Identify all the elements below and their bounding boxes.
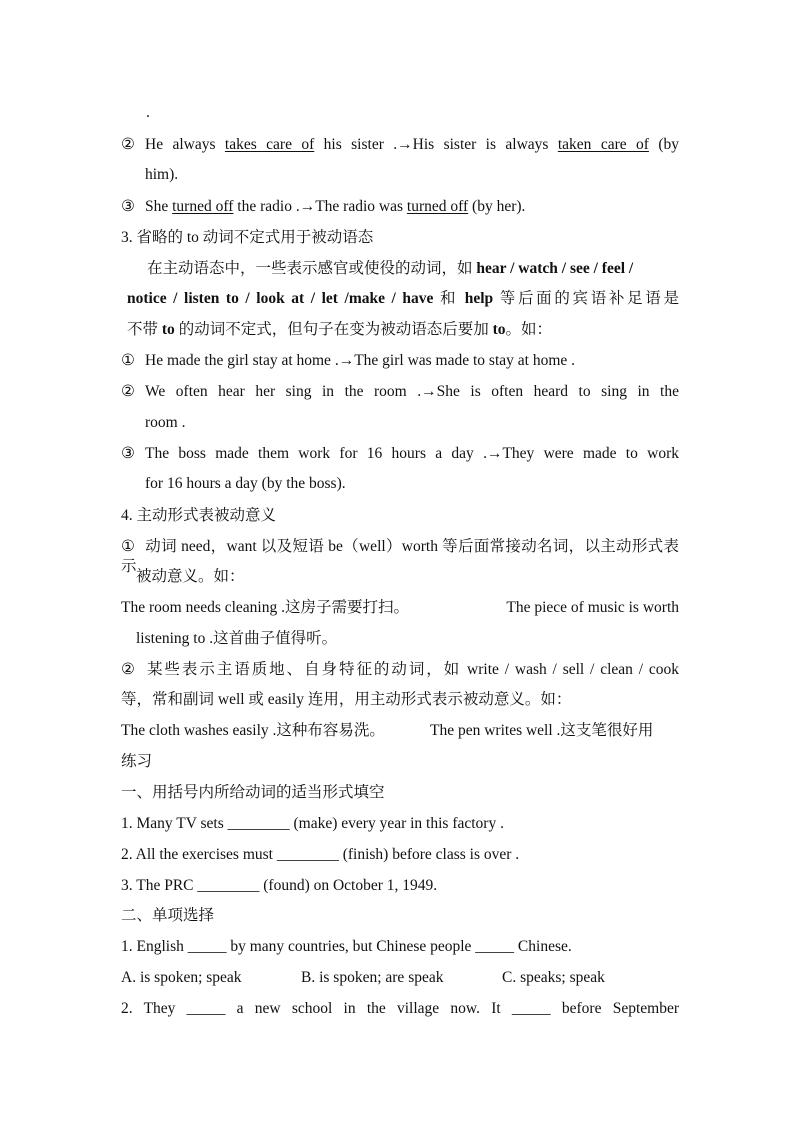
section-3-example-3-continuation: for 16 hours a day (by the boss). (145, 475, 346, 492)
practice-part-2-heading: 二、单项选择 (121, 907, 215, 924)
choice-option-b: B. is spoken; are speak (301, 969, 444, 986)
section-4-item-1-line-1: ① 动词 need，want 以及短语 be（well）worth 等后面常接动名词，以主动形式表示 (121, 538, 679, 575)
section-4-heading: 4. 主动形式表被动意义 (121, 507, 277, 524)
example-3-line: ③ She turned off the radio .→The radio was turned off (by her). (121, 198, 526, 215)
arrow-icon: → (421, 383, 437, 400)
section-3-example-2-continuation: room . (145, 414, 186, 431)
circled-2-marker: ② (121, 383, 135, 400)
section-4-example-2a: The cloth washes easily .这种布容易洗。 (121, 722, 385, 739)
section-3-example-3: ③ The boss made them work for 16 hours a day .→They were made to work (121, 445, 679, 462)
underlined-phrase: turned off (172, 198, 234, 215)
circled-1-marker: ① (121, 538, 135, 555)
choice-option-a: A. is spoken; speak (121, 969, 242, 986)
circled-1-marker: ① (121, 352, 135, 369)
arrow-icon: → (299, 198, 316, 215)
section-4-item-1-line-2: 被动意义。如： (136, 568, 245, 585)
arrow-icon: → (397, 136, 413, 153)
underlined-phrase: taken care of (557, 136, 649, 153)
arrow-icon: → (338, 352, 355, 369)
choice-question-1: 1. English _____ by many countries, but Chinese people _____ Chinese. (121, 938, 572, 955)
circled-3-marker: ③ (121, 198, 135, 215)
section-4-example-1c: listening to .这首曲子值得听。 (136, 630, 338, 647)
section-4-example-2b: The pen writes well .这支笔很好用 (430, 722, 654, 739)
section-3-paragraph-line-1: 在主动语态中，一些表示感官或使役的动词，如 hear / watch / see / feel / (147, 260, 634, 277)
section-4-example-1b: The piece of music is worth (506, 599, 679, 616)
section-3-paragraph-line-2: notice / listen to / look at / let /make / have 和 help 等后面的宾语补足语是 (127, 290, 679, 307)
circled-2-marker: ② (121, 661, 135, 678)
underlined-phrase: takes care of (224, 136, 315, 153)
underlined-phrase: turned off (406, 198, 469, 215)
practice-part-1-heading: 一、用括号内所给动词的适当形式填空 (121, 784, 385, 801)
fill-blank-question-3: 3. The PRC ________ (found) on October 1, 1949. (121, 877, 438, 894)
section-3-example-2: ② We often hear her sing in the room .→She is often heard to sing in the (121, 383, 679, 400)
example-2-line: ② He always takes care of his sister .→His sister is always taken care of (by (121, 136, 679, 153)
section-3-paragraph-line-3: 不带 to 的动词不定式，但句子在变为被动语态后要加 to。如： (127, 321, 553, 338)
example-2-continuation: him). (145, 166, 179, 183)
circled-2-marker: ② (121, 136, 135, 153)
fill-blank-question-2: 2. All the exercises must ________ (finish) before class is over . (121, 846, 520, 863)
section-3-example-1: ① He made the girl stay at home .→The girl was made to stay at home . (121, 352, 576, 369)
choice-question-2: 2. They _____ a new school in the village now. It _____ before September (121, 1000, 679, 1017)
section-4-item-2-line-1: ② 某些表示主语质地、自身特征的动词，如 write / wash / sell / clean / cook (121, 661, 679, 678)
section-3-heading: 3. 省略的 to 动词不定式用于被动语态 (121, 229, 374, 246)
choice-option-c: C. speaks; speak (502, 969, 605, 986)
section-4-example-1a: The room needs cleaning .这房子需要打扫。 (121, 599, 409, 616)
circled-3-marker: ③ (121, 445, 135, 462)
stray-dot: . (146, 104, 150, 121)
fill-blank-question-1: 1. Many TV sets ________ (make) every year in this factory . (121, 815, 504, 832)
practice-title: 练习 (121, 753, 153, 770)
arrow-icon: → (486, 445, 503, 462)
section-4-item-2-line-2: 等，常和副词 well 或 easily 连用，用主动形式表示被动意义。如： (121, 691, 572, 708)
